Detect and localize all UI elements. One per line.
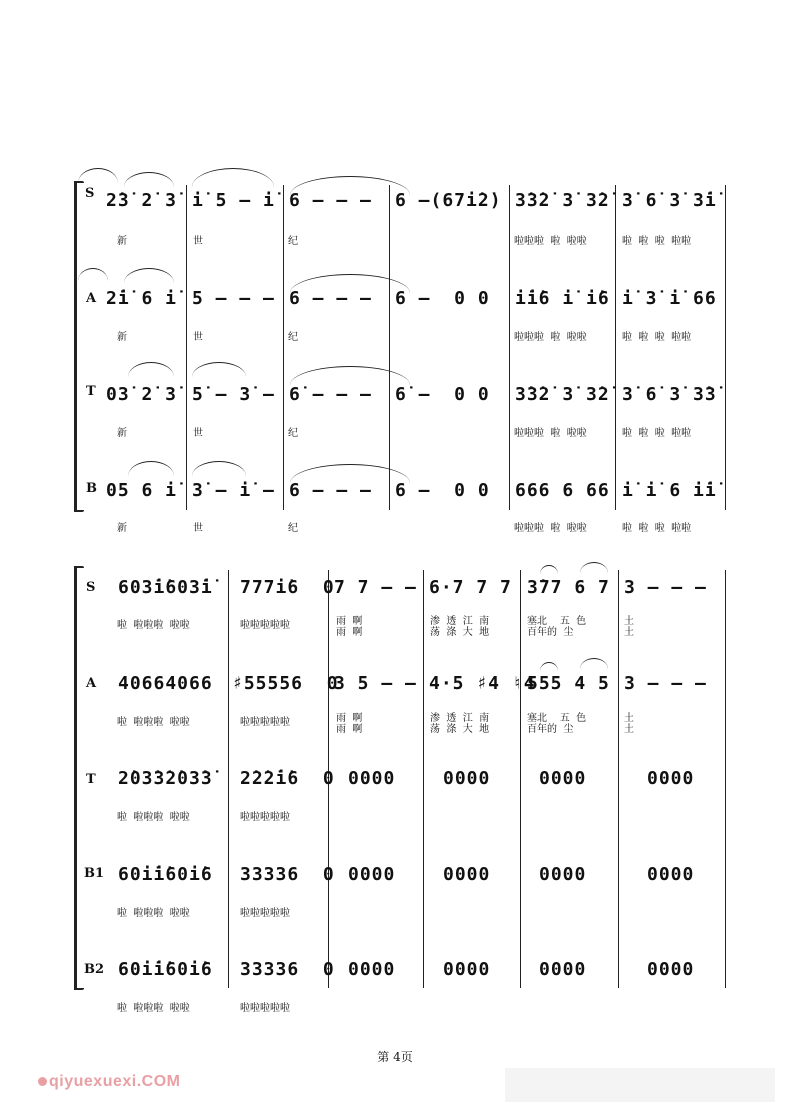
measure-notes: 03̇ 2̇ 3̇ bbox=[106, 384, 178, 405]
lyric: 啦 啦啦啦 啦啦 bbox=[117, 620, 190, 631]
measure-notes: 0000 bbox=[647, 864, 695, 885]
measure-notes: ♯55556 0 bbox=[232, 673, 339, 694]
barline bbox=[186, 185, 187, 510]
barline bbox=[618, 570, 619, 988]
lyric: 啦 啦 啦 啦啦 bbox=[622, 428, 692, 439]
lyric: 世 bbox=[193, 428, 203, 439]
part-label: T bbox=[86, 772, 96, 787]
slur bbox=[192, 362, 246, 377]
measure-notes: i̇i̇6 i̇ i̇6 bbox=[515, 288, 610, 309]
lyric: 啦 啦 啦 啦啦 bbox=[622, 332, 692, 343]
measure-notes: 3 5 – – bbox=[334, 673, 417, 694]
slur bbox=[124, 268, 174, 283]
part-label: S bbox=[86, 580, 96, 595]
measure-notes: 0000 bbox=[539, 768, 587, 789]
measure-notes: 6 –(67i̇2̇) bbox=[395, 190, 502, 211]
lyric: 啦 啦啦啦 啦啦 bbox=[117, 717, 190, 728]
barline bbox=[283, 185, 284, 510]
lyric: 啦 啦 啦 啦啦 bbox=[622, 236, 692, 247]
measure-notes: 6 – – – bbox=[289, 480, 372, 501]
measure-notes: 33336 0 bbox=[240, 959, 335, 980]
lyric: 雨 啊 雨 啊 bbox=[336, 616, 363, 638]
measure-notes: 3̇ 6̇ 3̇ 3̇i̇ bbox=[622, 190, 717, 211]
measure-notes: 0000 bbox=[348, 864, 396, 885]
lyric: 纪 bbox=[288, 523, 298, 534]
lyric: 纪 bbox=[288, 332, 298, 343]
measure-notes: 6̇ – – – bbox=[289, 384, 372, 405]
measure-notes: 3̇ 6̇ 3̇ 3̇3̇ bbox=[622, 384, 717, 405]
lyric: 啦 啦啦啦 啦啦 bbox=[117, 1003, 190, 1014]
part-label: A bbox=[86, 291, 97, 306]
barline bbox=[228, 570, 229, 988]
measure-notes: 555 4 5 bbox=[527, 673, 610, 694]
measure-notes: 60i̇i̇60i̇6 bbox=[118, 959, 213, 980]
measure-notes: 0000 bbox=[348, 959, 396, 980]
slur bbox=[192, 461, 246, 476]
lyric: 啦啦啦啦啦 bbox=[240, 717, 290, 728]
measure-notes: 7 7 – – bbox=[334, 577, 417, 598]
lyric: 纪 bbox=[288, 428, 298, 439]
lyric: 塞北 五 色 百年的 尘 bbox=[527, 616, 587, 638]
measure-notes: 3̇3̇2̇ 3̇ 3̇2̇ bbox=[515, 384, 610, 405]
measure-notes: 603̇i̇603̇i̇ bbox=[118, 577, 213, 598]
lyric: 啦 啦 啦 啦啦 bbox=[622, 523, 692, 534]
part-label: A bbox=[86, 676, 97, 691]
measure-notes: 0000 bbox=[443, 959, 491, 980]
measure-notes: 3 – – – bbox=[624, 577, 707, 598]
part-label: B2 bbox=[84, 962, 105, 977]
measure-notes: 0000 bbox=[348, 768, 396, 789]
lyric: 啦啦啦 啦 啦啦 bbox=[514, 236, 587, 247]
system-2-bracket bbox=[74, 568, 77, 988]
measure-notes: 5 – – – bbox=[192, 288, 275, 309]
lyric: 雨 啊 雨 啊 bbox=[336, 713, 363, 735]
part-label: B1 bbox=[84, 866, 105, 881]
slur bbox=[192, 168, 274, 187]
part-label: T bbox=[86, 384, 96, 399]
lyric: 渗 透 江 南 荡 涤 大 地 bbox=[430, 616, 490, 638]
part-label: S bbox=[85, 186, 95, 201]
slur bbox=[124, 172, 174, 187]
measure-notes: 60i̇i̇60i̇6 bbox=[118, 864, 213, 885]
lyric: 啦啦啦啦啦 bbox=[240, 1003, 290, 1014]
slur bbox=[540, 565, 558, 574]
measure-notes: 0000 bbox=[539, 864, 587, 885]
lyric: 土 土 bbox=[624, 616, 634, 638]
lyric: 啦啦啦啦啦 bbox=[240, 620, 290, 631]
lyric: 啦啦啦 啦 啦啦 bbox=[514, 332, 587, 343]
measure-notes: 2̇2̇2̇i̇6 0 bbox=[240, 768, 335, 789]
slur bbox=[78, 168, 118, 183]
slur bbox=[128, 461, 174, 476]
lyric: 啦啦啦啦啦 bbox=[240, 812, 290, 823]
slur bbox=[78, 268, 108, 281]
slur bbox=[290, 366, 410, 385]
lyric: 啦 啦啦啦 啦啦 bbox=[117, 812, 190, 823]
slur bbox=[580, 562, 608, 573]
lyric: 新 bbox=[117, 523, 127, 534]
barline bbox=[725, 570, 726, 988]
slur bbox=[580, 658, 608, 669]
barline bbox=[615, 185, 616, 510]
measure-notes: 3̇ – i̇ – bbox=[192, 480, 275, 501]
measure-notes: 6 – 0 0 bbox=[395, 288, 490, 309]
lyric: 啦啦啦 啦 啦啦 bbox=[514, 428, 587, 439]
measure-notes: 2̇03̇3̇2̇03̇3̇ bbox=[118, 768, 213, 789]
measure-notes: 6 – – – bbox=[289, 190, 372, 211]
measure-notes: i̇ i̇ 6 i̇i̇ bbox=[622, 480, 717, 501]
lyric: 新 bbox=[117, 428, 127, 439]
lyric: 世 bbox=[193, 332, 203, 343]
watermark-text: qiyuexuexi.COM bbox=[49, 1073, 181, 1090]
measure-notes: 0000 bbox=[443, 864, 491, 885]
measure-notes: 4·5 ♯4 ♮4 bbox=[429, 673, 536, 694]
lyric: 世 bbox=[193, 236, 203, 247]
lyric: 啦啦啦 啦 啦啦 bbox=[514, 523, 587, 534]
measure-notes: 6·7 7 7 bbox=[429, 577, 512, 598]
measure-notes: 33336 0 bbox=[240, 864, 335, 885]
measure-notes: 6 – – – bbox=[289, 288, 372, 309]
lyric: 土 土 bbox=[624, 713, 634, 735]
measure-notes: 3 – – – bbox=[624, 673, 707, 694]
measure-notes: 05 6 i̇ bbox=[106, 480, 178, 501]
measure-notes: 0000 bbox=[443, 768, 491, 789]
footer-shade bbox=[505, 1068, 775, 1102]
measure-notes: 3̇3̇2̇ 3̇ 3̇2̇ bbox=[515, 190, 610, 211]
lyric: 渗 透 江 南 荡 涤 大 地 bbox=[430, 713, 490, 735]
lyric: 新 bbox=[117, 236, 127, 247]
barline bbox=[509, 185, 510, 510]
measure-notes: 6̇ – 0 0 bbox=[395, 384, 490, 405]
lyric: 塞北 五 色 百年的 尘 bbox=[527, 713, 587, 735]
measure-notes: 5̇ – 3̇ – bbox=[192, 384, 275, 405]
lyric: 啦 啦啦啦 啦啦 bbox=[117, 908, 190, 919]
slur bbox=[128, 362, 174, 377]
measure-notes: 3̇77 6 7 bbox=[527, 577, 610, 598]
barline bbox=[389, 185, 390, 510]
measure-notes: 0000 bbox=[539, 959, 587, 980]
measure-notes: 40664066 bbox=[118, 673, 213, 694]
measure-notes: 6 – 0 0 bbox=[395, 480, 490, 501]
measure-notes: 666 6 66 bbox=[515, 480, 610, 501]
barline bbox=[423, 570, 424, 988]
part-label: B bbox=[86, 481, 97, 496]
measure-notes: i̇ 3̇ i̇ 66 bbox=[622, 288, 717, 309]
watermark-dot-icon bbox=[38, 1077, 47, 1086]
slur bbox=[540, 662, 558, 671]
measure-notes: 0000 bbox=[647, 768, 695, 789]
lyric: 啦啦啦啦啦 bbox=[240, 908, 290, 919]
page-number: 第 4页 bbox=[377, 1050, 413, 1064]
measure-notes: 0000 bbox=[647, 959, 695, 980]
measure-notes: 777i̇6 0 bbox=[240, 577, 335, 598]
lyric: 纪 bbox=[288, 236, 298, 247]
measure-notes: 2̇3̇ 2̇ 3̇ bbox=[106, 190, 178, 211]
lyric: 新 bbox=[117, 332, 127, 343]
site-watermark bbox=[38, 1073, 180, 1091]
barline bbox=[520, 570, 521, 988]
barline bbox=[725, 185, 726, 510]
measure-notes: i̇ 5 – i̇ bbox=[192, 190, 275, 211]
lyric: 世 bbox=[193, 523, 203, 534]
measure-notes: 2̇i̇ 6 i̇ bbox=[106, 288, 178, 309]
system-1-bracket bbox=[74, 183, 77, 510]
